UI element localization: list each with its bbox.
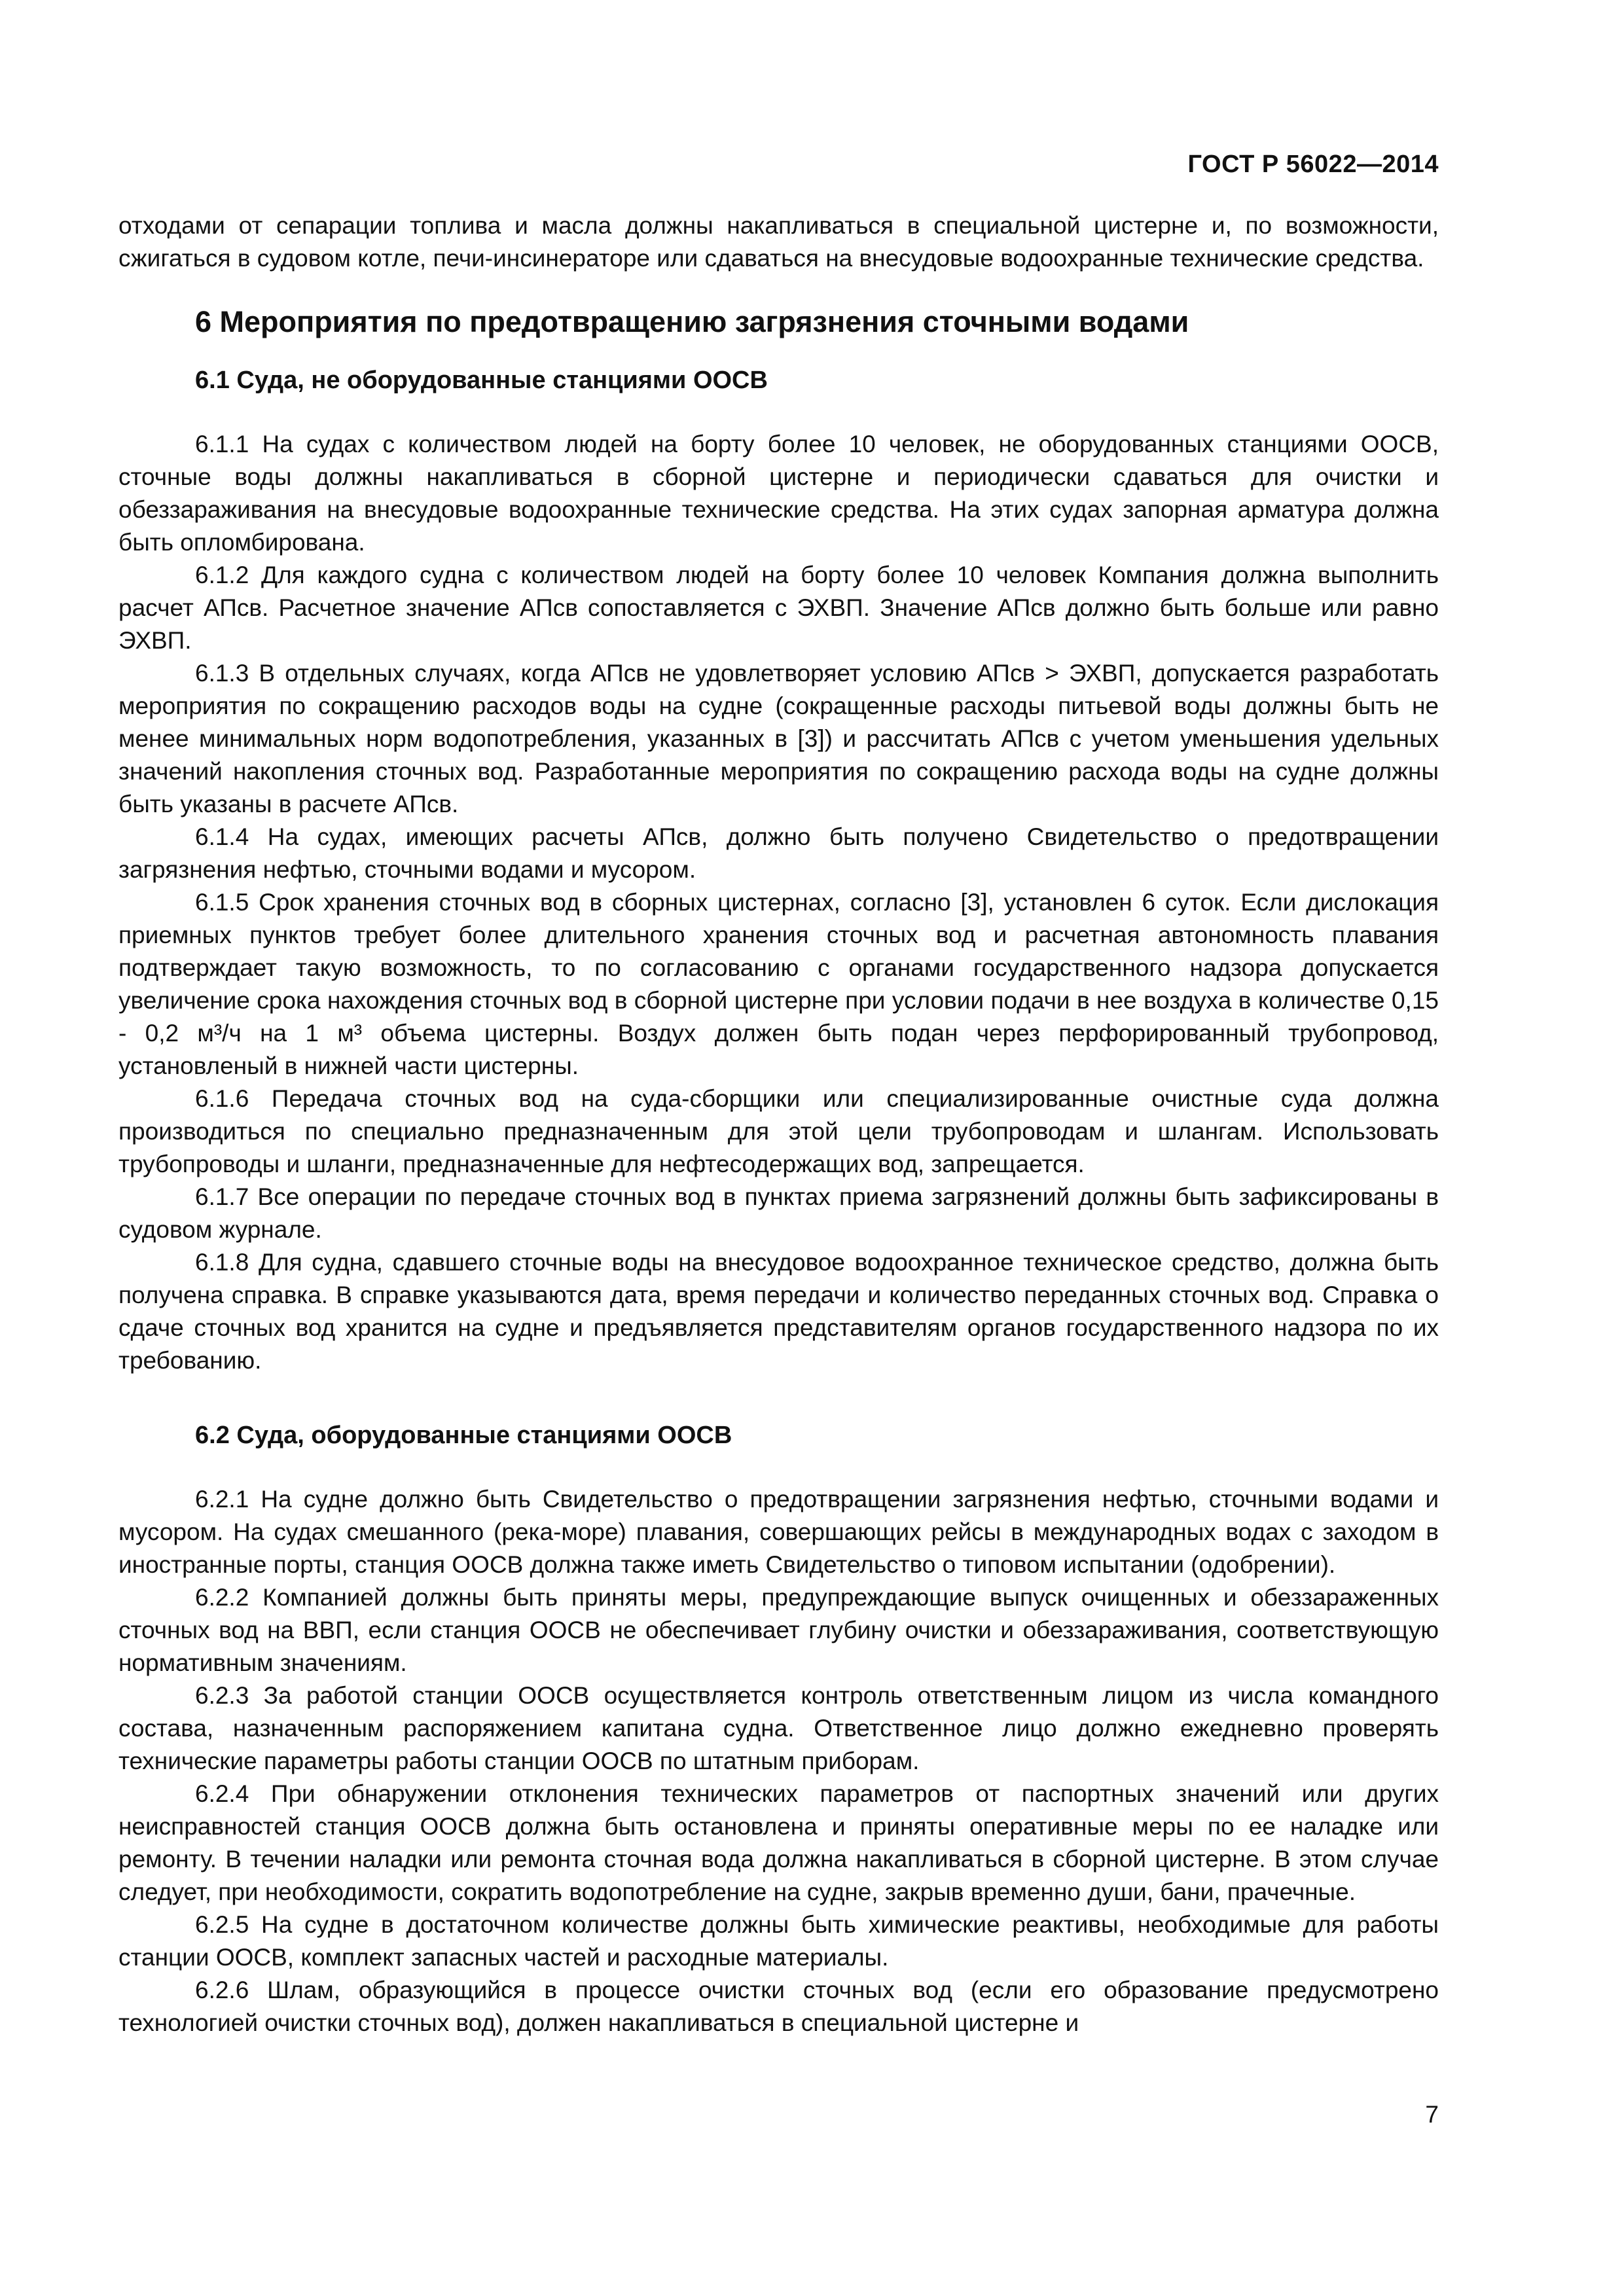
page-content <box>118 209 1439 2039</box>
paragraph-6-2-1: 6.2.1 На судне должно быть Свидетельство о предотвращении загрязнения нефтью, сточными водами и мусором. На судах смешанного (река-море) плавания, совершающих рейсы в международных водах с заходом в иностранные порты, станция ООСВ должна также иметь Свидетельство о типовом испытании (одобрении). <box>118 1486 1439 1578</box>
paragraph-6-1-5: 6.1.5 Срок хранения сточных вод в сборных цистернах, согласно [3], установлен 6 суток. Если дислокация приемных пунктов требует более длительного хранения сточных вод и расчетная автономность плавания подтверждает такую возможность, то по согласованию с органами государственного надзора допускается увеличение срока нахождения сточных вод в сборной цистерне при условии подачи в нее воздуха в количестве 0,15 - 0,2 м³/ч на 1 м³ объема цистерны. Воздух должен быть подан через перфорированный трубопровод, установленый в нижней части цистерны. <box>118 889 1439 1079</box>
section-6-title: 6 Мероприятия по предотвращению загрязнения сточными водами <box>195 305 1189 338</box>
paragraph-6-2-2: 6.2.2 Компанией должны быть приняты меры, предупреждающие выпуск очищенных и обеззараженных сточных вод на ВВП, если станция ООСВ не обеспечивает глубину очистки и обеззараживания, соответствующую нормативным значениям. <box>118 1584 1439 1676</box>
paragraph-6-1-2: 6.1.2 Для каждого судна с количеством людей на борту более 10 человек Компания должна выполнить расчет АПсв. Расчетное значение АПсв сопоставляется с ЭХВП. Значение АПсв должно быть больше или равно ЭХВП. <box>118 562 1439 654</box>
paragraph-6-1-1: 6.1.1 На судах с количеством людей на борту более 10 человек, не оборудованных станциями ООСВ, сточные воды должны накапливаться в сборной цистерне и периодически сдаваться для очистки и обеззараживания на внесудовые водоохранные технические средства. На этих судах запорная арматура должна быть опломбирована. <box>118 431 1439 556</box>
paragraph-6-1-3: 6.1.3 В отдельных случаях, когда АПсв не удовлетворяет условию АПсв > ЭХВП, допускается разработать мероприятия по сокращению расходов воды на судне (сокращенные расходы питьевой воды должны быть не менее минимальных норм водопотребления, указанных в [3]) и рассчитать АПсв с учетом уменьшения удельных значений накопления сточных вод. Разработанные мероприятия по сокращению расхода воды на судне должны быть указаны в расчете АПсв. <box>118 660 1439 817</box>
paragraph-6-1-8: 6.1.8 Для судна, сдавшего сточные воды на внесудовое водоохранное техническое средство, должна быть получена справка. В справке указываются дата, время передачи и количество переданных сточных вод. Справка о сдаче сточных вод хранится на судне и предъявляется представителям органов государственного надзора по их требованию. <box>118 1249 1439 1374</box>
paragraph-6-2-3: 6.2.3 За работой станции ООСВ осуществляется контроль ответственным лицом из числа командного состава, назначенным распоряжением капитана судна. Ответственное лицо должно ежедневно проверять технические параметры работы станции ООСВ по штатным приборам. <box>118 1682 1439 1774</box>
paragraph-6-1-6: 6.1.6 Передача сточных вод на суда-сборщики или специализированные очистные суда должна производиться по специально предназначенным для этой цели трубопроводам и шлангам. Использовать трубопроводы и шланги, предназначенные для нефтесодержащих вод, запрещается. <box>118 1085 1439 1177</box>
doc-code-header: ГОСТ Р 56022—2014 <box>1187 151 1439 178</box>
paragraph-6-1-4: 6.1.4 На судах, имеющих расчеты АПсв, должно быть получено Свидетельство о предотвращении загрязнения нефтью, сточными водами и мусором. <box>118 823 1439 883</box>
lead-paragraph: отходами от сепарации топлива и масла должны накапливаться в специальной цистерне и, по возможности, сжигаться в судовом котле, печи-инсинераторе или сдаваться на внесудовые водоохранные технические средства. <box>118 212 1439 272</box>
paragraph-6-2-4: 6.2.4 При обнаружении отклонения технических параметров от паспортных значений или других неисправностей станция ООСВ должна быть остановлена и приняты оперативные меры по ее наладке или ремонту. В течении наладки или ремонта сточная вода должна накапливаться в сборной цистерне. В этом случае следует, при необходимости, сократить водопотребление на судне, закрыв временно души, бани, прачечные. <box>118 1780 1439 1905</box>
paragraph-6-2-6: 6.2.6 Шлам, образующийся в процессе очистки сточных вод (если его образование предусмотрено технологией очистки сточных вод), должен накапливаться в специальной цистерне и <box>118 1977 1439 2036</box>
subsection-6-1-title: 6.1 Суда, не оборудованные станциями ООСВ <box>195 367 768 394</box>
page-number: 7 <box>1425 2101 1439 2128</box>
subsection-6-2-title: 6.2 Суда, оборудованные станциями ООСВ <box>195 1422 732 1449</box>
paragraph-6-2-5: 6.2.5 На судне в достаточном количестве должны быть химические реактивы, необходимые для работы станции ООСВ, комплект запасных частей и расходные материалы. <box>118 1911 1439 1971</box>
paragraph-6-1-7: 6.1.7 Все операции по передаче сточных вод в пунктах приема загрязнений должны быть зафиксированы в судовом журнале. <box>118 1183 1439 1243</box>
